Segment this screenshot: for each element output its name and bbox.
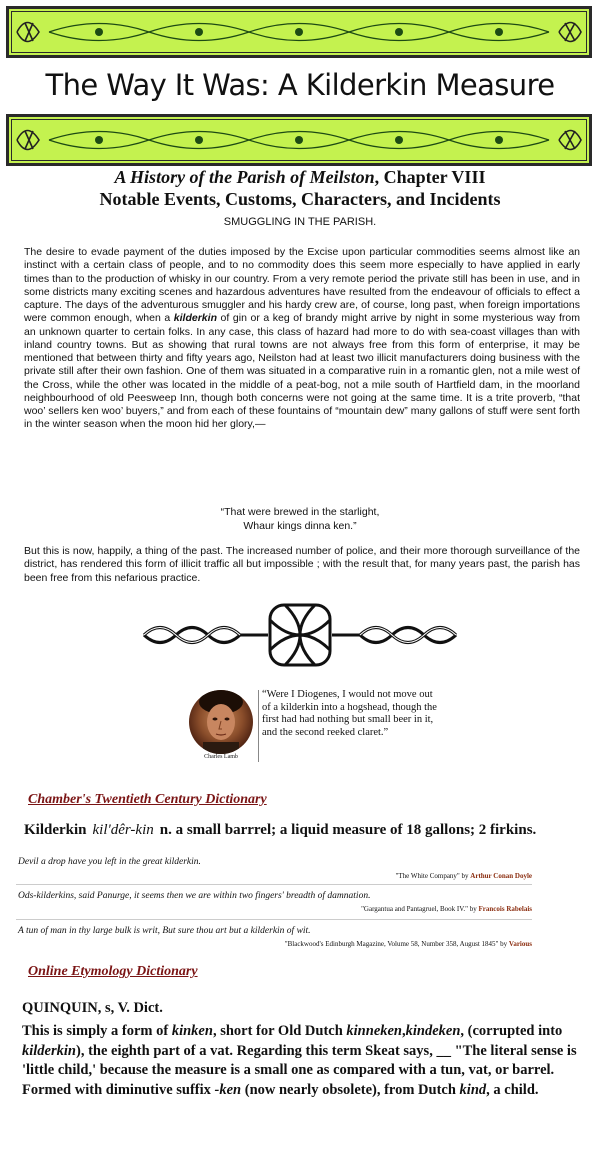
top-banner <box>6 6 592 58</box>
celtic-knot-divider-icon <box>140 600 460 670</box>
face-icon <box>189 690 253 754</box>
divider <box>16 919 532 920</box>
citation-text: Ods-kilderkins, said Panurge, it seems then we are within two fingers' breadth of damnation. <box>18 891 371 901</box>
etymology-heading: Online Etymology Dictionary <box>28 964 198 979</box>
charles-lamb-portrait <box>189 690 253 754</box>
citation-source: "The White Company" by Arthur Conan Doyle <box>395 872 532 880</box>
page-title: The Way It Was: A Kilderkin Measure <box>45 68 555 102</box>
citation-text: Devil a drop have you left in the great kilderkin. <box>18 857 201 867</box>
divider <box>16 884 532 885</box>
lower-banner <box>6 114 592 166</box>
chambers-heading: Chamber's Twentieth Century Dictionary <box>28 792 267 807</box>
article-paragraph-2: But this is now, happily, a thing of the past. The increased number of police, and their more thorough surveillance of the district, has rendered this form of illicit traffic all but impossible ; with the result that, for many years past, the parish has been free from this nefarious practice. <box>24 545 580 584</box>
celtic-ornament-icon <box>9 117 589 163</box>
chapter-subtitle: A History of the Parish of Meilston, Chapter VIII <box>114 167 486 187</box>
quote-divider <box>258 690 259 762</box>
verse-quote: “That were brewed in the starlight, Whaur kings dinna ken.” <box>220 506 380 532</box>
quinquin-entry: QUINQUIN, s, V. Dict. <box>22 1000 163 1016</box>
kilderkin-definition: Kilderkin kil'dêr-kin n. a small barrrel; a liquid measure of 18 gallons; 2 firkins. <box>24 822 537 838</box>
section-heading: SMUGGLING IN THE PARISH. <box>223 216 377 228</box>
citation-source: "Gargantua and Pantagruel, Book IV." by Francois Rabelais <box>361 905 532 913</box>
etymology-text: This is simply a form of kinken, short for Old Dutch kinneken,kindeken, (corrupted into kilderkin), the eighth part of a vat. Regarding this term Skeat says, __ "The literal sense is 'little child,' because the measure is a small one as compared with a tun, vat, or barrel. Formed with diminutive suffix -ken (now nearly obsolete), from Dutch kind, a child. <box>22 1023 577 1098</box>
citation-source: "Blackwood's Edinburgh Magazine, Volume 58, Number 358, August 1845" by Various <box>284 940 532 948</box>
celtic-ornament-icon <box>9 9 589 55</box>
article-paragraph-1: The desire to evade payment of the duties imposed by the Excise upon particular commodities seems almost like an instinct with a certain class of people, and to no commodity does this seem more especially to have applied in early times than to the production of whisky in our country. From a very remote period the private still has been in use, and in some districts many exciting scenes and hazardous adventures have resulted from the endeavour of officials to effect a capture. The days of the adventurous smuggler and his hardy crew are, of course, long past, when foreign importations were common enough, when a kilderkin of gin or a keg of brandy might arrive by night in some mysterious way from an unknown quarter to certain folks. In any case, this class of hazard had more to do with sea-coast villages than with inland country towns. But as showing that rural towns are not always free from this form of enterprise, it may be mentioned that between thirty and fifty years ago, Neilston had at least two illicit manufacturers doing business with the private still after their own fashion. One of them was situated in a comparative ruin in a romantic glen, not a mile west of the Cross, while the other was located in the middle of a peat-bog, not a mile south of Hartfield dam, in the moorland neighbourhood of old Peesweep Inn, though both concerns were not going at the same time. It is a trite proverb, “that woo’ sellers ken woo’ buyers,” and from each of these fountains of “mountain dew” many gallons of stuff were sent forth in the winter season when the moon hid her glory,— <box>24 246 580 431</box>
portrait-caption: Charles Lamb <box>204 754 238 760</box>
citation-text: A tun of man in thy large bulk is writ, But sure thou art but a kilderkin of wit. <box>18 926 311 936</box>
chapter-subtitle-2: Notable Events, Customs, Characters, and Incidents <box>99 189 501 209</box>
lamb-quote: “Were I Diogenes, I would not move out of a kilderkin into a hogshead, though the first had had nothing but small beer in it, and the second reeked claret.” <box>262 689 437 739</box>
